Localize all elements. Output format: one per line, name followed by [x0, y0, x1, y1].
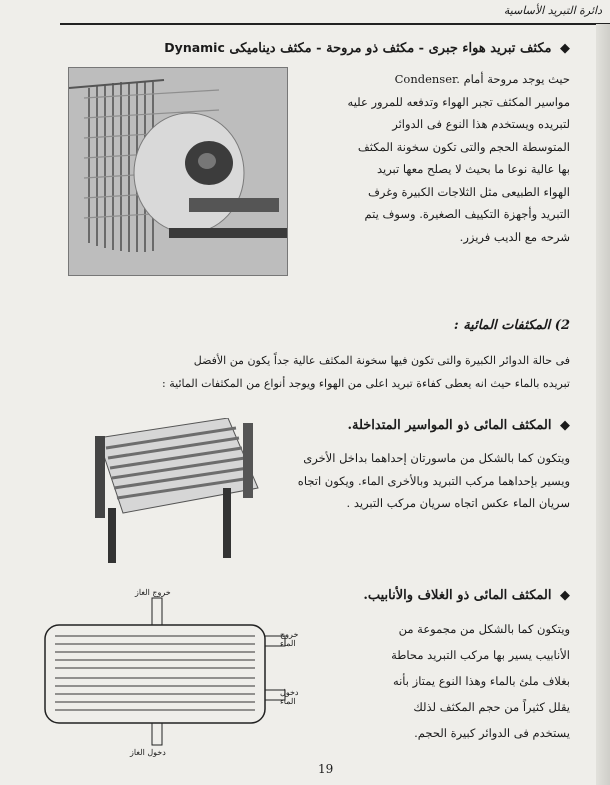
fan-condenser-photo	[68, 67, 288, 276]
bullet-icon: ◆	[560, 41, 570, 56]
diagram-label-water-out: خروج الماء	[280, 630, 299, 648]
section2-heading: 2) المكثفات المائية :	[453, 318, 570, 333]
sub2-title: المكثف المائى ذو الغلاف والأنابيب.	[363, 588, 552, 603]
section1-title-latin: Dynamic	[164, 40, 225, 55]
shell-and-tube-diagram	[30, 590, 310, 765]
sub1-line: ويسير بإحداهما مركب التبريد وبالأخرى الماء. ويكون اتجاه	[297, 473, 570, 488]
sub1-line: ويتكون كما بالشكل من ماسورتان إحداهما بداخل الأخرى	[303, 451, 570, 465]
page-number: 19	[318, 762, 334, 776]
sub1-title: المكثف المائى ذو المواسير المتداخلة.	[347, 418, 552, 433]
header-rule	[60, 23, 610, 25]
page-edge	[596, 24, 610, 785]
section1-line: مواسير المكثف تجبر الهواء وتدفعه للمرور عليه	[347, 94, 570, 109]
sub2-body	[320, 616, 570, 746]
sub1-line: سريان الماء عكس اتجاه سريان مركب التبريد .	[346, 496, 570, 510]
section1-heading	[30, 40, 570, 56]
section1-line: بها عالية نوعا ما بحيث لا يصلح معها تبريد	[376, 162, 570, 176]
section1-line: التبريد وأجهزة التكييف الصغيرة. وسوف يتم	[364, 207, 570, 221]
sub2-line: ويتكون كما بالشكل من مجموعة من	[398, 622, 570, 636]
section1-line: المتوسطة الحجم والتى تكون سخونة المكثف	[357, 139, 570, 154]
section1-line: Condenser. حيث يوجد مروحة أمام	[394, 72, 570, 86]
sub2-line: بغلاف ملئ بالماء وهذا النوع يمتاز بأنه	[392, 674, 570, 688]
diagram-label-water-in: دخول الماء	[280, 688, 299, 706]
sub2-heading	[310, 588, 570, 603]
bullet-icon: ◆	[560, 588, 570, 603]
section2-body	[20, 350, 570, 395]
header-title: دائرة التبريد الأساسية	[503, 4, 602, 17]
section1-title: مكثف تبريد هواء جبرى - مكثف ذو مروحة - مكثف ديناميكى	[229, 41, 552, 56]
sub2-line: الأنابيب يسير بها مركب التبريد محاطة	[391, 648, 570, 662]
sub1-heading	[270, 418, 570, 433]
bullet-icon: ◆	[560, 418, 570, 433]
sub1-body	[280, 447, 570, 515]
diagram-label-bottom: دخول الغاز	[130, 748, 166, 757]
section1-body	[300, 68, 570, 248]
section1-line: لتبريده ويستخدم هذا النوع فى الدوائر	[392, 117, 570, 131]
sub2-line: يقلل كثيراً من حجم المكثف لذلك	[413, 700, 570, 714]
diagram-label-top: خروج الغاز	[135, 588, 171, 597]
tube-in-tube-condenser-photo	[78, 418, 268, 570]
section1-line: الهواء الطبيعى مثل الثلاجات الكبيرة وغرف	[367, 184, 570, 199]
section1-line: شرحه مع الديب فريزر.	[459, 229, 570, 244]
sub2-line: يستخدم فى الدوائر كبيرة الحجم.	[414, 726, 570, 740]
section2-line: فى حالة الدوائر الكبيرة والتى تكون فيها سخونة المكثف عالية جداً يكون من الأفضل	[193, 354, 570, 367]
section2-line: تبريده بالماء حيث انه يعطى كفاءة تبريد اعلى من الهواء ويوجد أنواع من المكثفات المائية :	[162, 376, 570, 390]
